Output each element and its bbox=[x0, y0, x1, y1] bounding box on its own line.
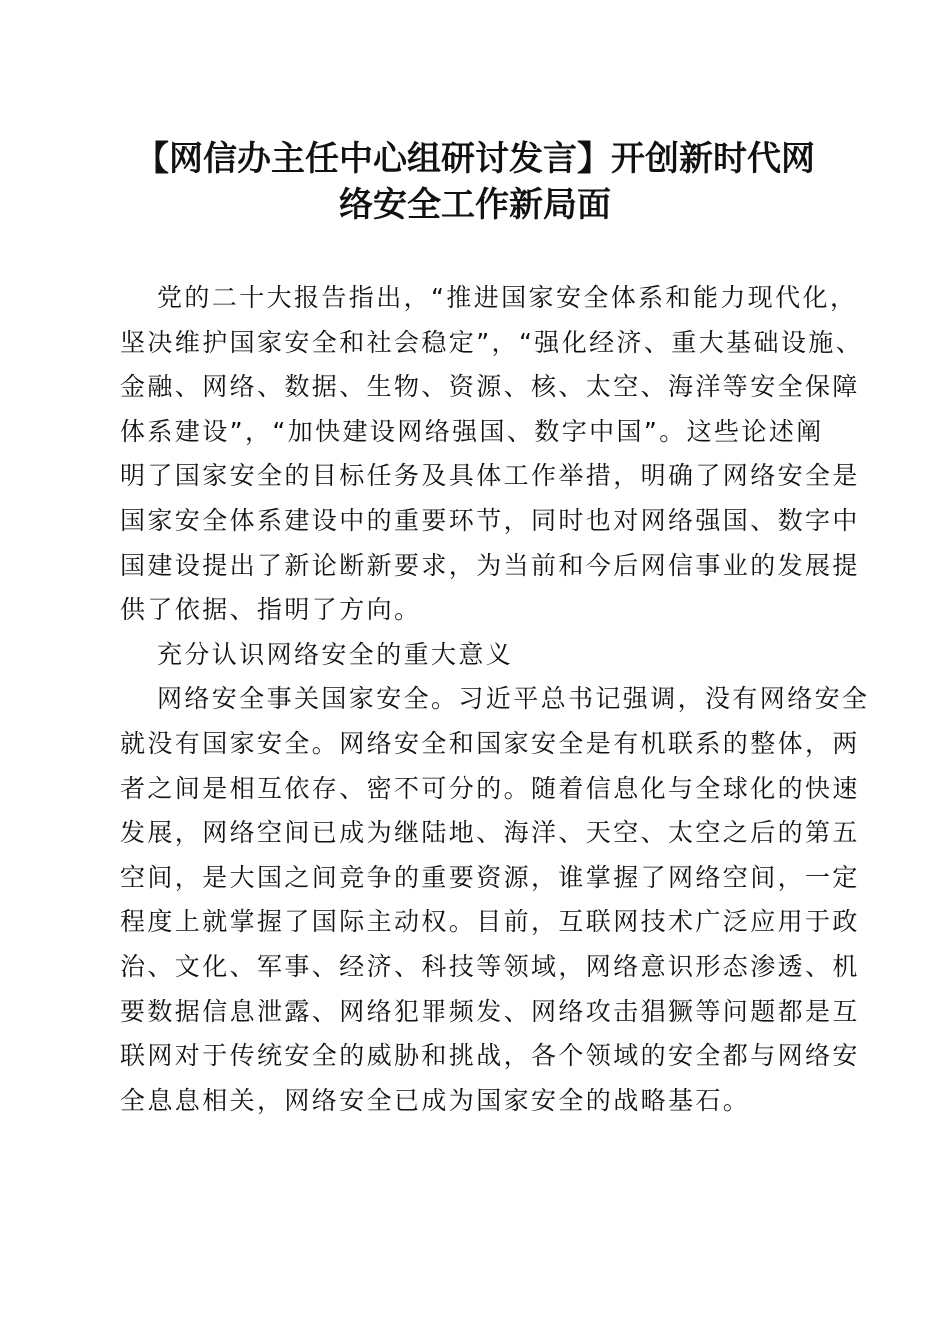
paragraph-network-security bbox=[120, 677, 870, 1123]
text-line: 国建设提出了新论断新要求，为当前和今后网信事业的发展提 bbox=[120, 550, 860, 580]
title-line: 络安全工作新局面 bbox=[339, 185, 611, 225]
section-heading bbox=[120, 633, 840, 678]
text-line: 程度上就掌握了国际主动权。目前，互联网技术广泛应用于政 bbox=[120, 907, 860, 937]
text-line: 坚决维护国家安全和社会稳定”，“强化经济、重大基础设施、 bbox=[120, 327, 864, 357]
paragraph-intro bbox=[120, 276, 864, 633]
text-line: 要数据信息泄露、网络犯罪频发、网络攻击猖獗等问题都是互 bbox=[120, 996, 860, 1026]
text-line: 供了依据、指明了方向。 bbox=[120, 595, 422, 625]
title-line: 【网信办主任中心组研讨发言】开创新时代网 bbox=[135, 139, 815, 179]
text-line: 国家安全体系建设中的重要环节，同时也对网络强国、数字中 bbox=[120, 505, 860, 535]
text-line: 发展，网络空间已成为继陆地、海洋、天空、太空之后的第五 bbox=[120, 818, 860, 848]
text-line: 网络安全事关国家安全。习近平总书记强调，没有网络安全 bbox=[157, 684, 870, 714]
text-line: 就没有国家安全。网络安全和国家安全是有机联系的整体，两 bbox=[120, 728, 860, 758]
text-line: 联网对于传统安全的威胁和挑战，各个领域的安全都与网络安 bbox=[120, 1041, 860, 1071]
heading-line: 充分认识网络安全的重大意义 bbox=[157, 639, 514, 669]
text-line: 全息息相关，网络安全已成为国家安全的战略基石。 bbox=[120, 1085, 751, 1115]
document-body bbox=[120, 276, 870, 1123]
text-line: 党的二十大报告指出，“推进国家安全体系和能力现代化， bbox=[157, 283, 858, 312]
text-line: 者之间是相互依存、密不可分的。随着信息化与全球化的快速 bbox=[120, 773, 860, 803]
text-line: 明了国家安全的目标任务及具体工作举措，明确了网络安全是 bbox=[120, 461, 860, 491]
text-line: 金融、网络、数据、生物、资源、核、太空、海洋等安全保障 bbox=[120, 372, 860, 402]
text-line: 体系建设”，“加快建设网络强国、数字中国”。这些论述阐 bbox=[120, 416, 824, 446]
text-line: 空间，是大国之间竞争的重要资源，谁掌握了网络空间，一定 bbox=[120, 862, 860, 892]
text-line: 治、文化、军事、经济、科技等领域，网络意识形态渗透、机 bbox=[120, 951, 860, 981]
document-title bbox=[110, 136, 840, 228]
